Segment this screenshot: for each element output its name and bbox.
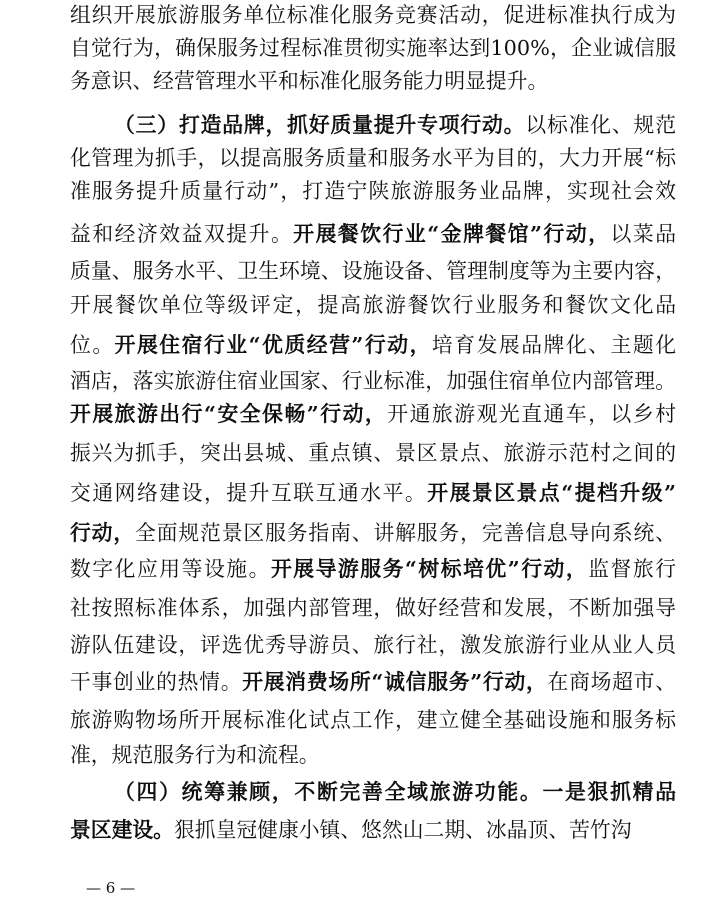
text-segment: 组织开展旅游服务单位标准化服务竞赛活动，促进标准执行成为: [70, 3, 676, 27]
bold-text-segment: 开展景区景点“提档升级”: [427, 480, 676, 505]
text-segment: 游队伍建设，评选优秀导游员、旅行社，激发旅游行业从业人员: [70, 633, 676, 657]
text-segment: 开展餐饮单位等级评定，提高旅游餐饮行业服务和餐饮文化品: [70, 293, 676, 317]
text-line: [70, 219, 676, 249]
text-line: [70, 630, 676, 660]
text-segment: 准服务提升质量行动”，打造宁陕旅游服务业品牌，实现社会效: [70, 179, 676, 203]
text-line: [70, 290, 676, 320]
text-segment: 自觉行为，确保服务过程标准贯彻实施率达到100%，企业诚信服: [70, 36, 676, 60]
text-line: [70, 815, 676, 845]
text-segment: 在商场超市、: [547, 670, 676, 694]
text-line: [70, 554, 676, 584]
text-segment: 监督旅行: [588, 557, 676, 581]
text-segment: 数字化应用等设施。: [70, 557, 271, 581]
text-segment: 振兴为抓手，突出县城、重点镇、景区景点、旅游示范村之间的: [70, 441, 676, 465]
page-number: — 6 —: [86, 879, 136, 897]
bold-text-segment: 开展导游服务“树标培优”行动，: [270, 556, 589, 581]
text-line: [70, 518, 676, 548]
text-line: [70, 705, 676, 735]
section-three-heading-line: [114, 110, 676, 140]
text-line: [70, 740, 676, 770]
text-line: [70, 143, 676, 173]
text-line: [70, 399, 676, 429]
text-line: [70, 330, 676, 360]
text-segment: 交通网络建设，提升互联互通水平。: [70, 481, 428, 505]
text-segment: 准，规范服务行为和流程。: [70, 743, 320, 767]
text-segment: 酒店，落实旅游住宿业国家、行业标准，加强住宿单位内部管理。: [70, 369, 676, 393]
text-line: [70, 66, 676, 96]
text-segment: 益和经济效益双提升。: [70, 222, 294, 246]
text-segment: 开通旅游观光直通车，以乡村: [387, 402, 676, 426]
text-line: [70, 478, 676, 508]
text-segment: 务意识、经营管理水平和标准化服务能力明显提升。: [70, 69, 549, 93]
text-segment: 位。: [70, 333, 115, 357]
bold-text-segment: （四）统筹兼顾，不断完善全域旅游功能。一是狠抓精品: [114, 779, 676, 804]
bold-text-segment: 景区建设。: [70, 817, 174, 842]
bold-text-segment: 开展旅游出行“安全保畅”行动，: [70, 401, 388, 426]
text-segment: 干事创业的热情。: [70, 670, 243, 694]
text-segment: 社按照标准体系，加强内部管理，做好经营和发展，不断加强导: [70, 596, 676, 620]
text-segment: 以标准化、规范: [525, 113, 676, 137]
text-line: [70, 438, 676, 468]
text-segment: 质量、服务水平、卫生环境、设施设备、管理制度等为主要内容，: [70, 259, 676, 283]
bold-text-segment: 行动，: [70, 520, 136, 545]
text-line: [70, 593, 676, 623]
text-line: [70, 0, 676, 30]
text-line: [70, 366, 676, 396]
text-segment: 狠抓皇冠健康小镇、悠然山二期、冰晶顶、苦竹沟: [173, 818, 632, 842]
bold-text-segment: 开展消费场所“诚信服务”行动，: [242, 669, 548, 694]
text-segment: 全面规范景区服务指南、讲解服务，完善信息导向系统、: [135, 521, 677, 545]
bold-text-segment: 开展餐饮行业“金牌餐馆”行动，: [293, 221, 611, 246]
text-line: [70, 33, 676, 63]
text-segment: 以菜品: [610, 222, 676, 246]
text-segment: 旅游购物场所开展标准化试点工作，建立健全基础设施和服务标: [70, 708, 676, 732]
text-segment: 化管理为抓手，以提高服务质量和服务水平为目的，大力开展“标: [70, 146, 676, 170]
bold-text-segment: （三）打造品牌，抓好质量提升专项行动。: [114, 112, 526, 137]
text-line: [70, 256, 676, 286]
text-line: [70, 667, 676, 697]
bold-text-segment: 开展住宿行业“优质经营”行动，: [114, 332, 432, 357]
section-four-heading-line: [114, 777, 676, 807]
text-segment: 培育发展品牌化、主题化: [431, 333, 676, 357]
text-line: [70, 176, 676, 206]
